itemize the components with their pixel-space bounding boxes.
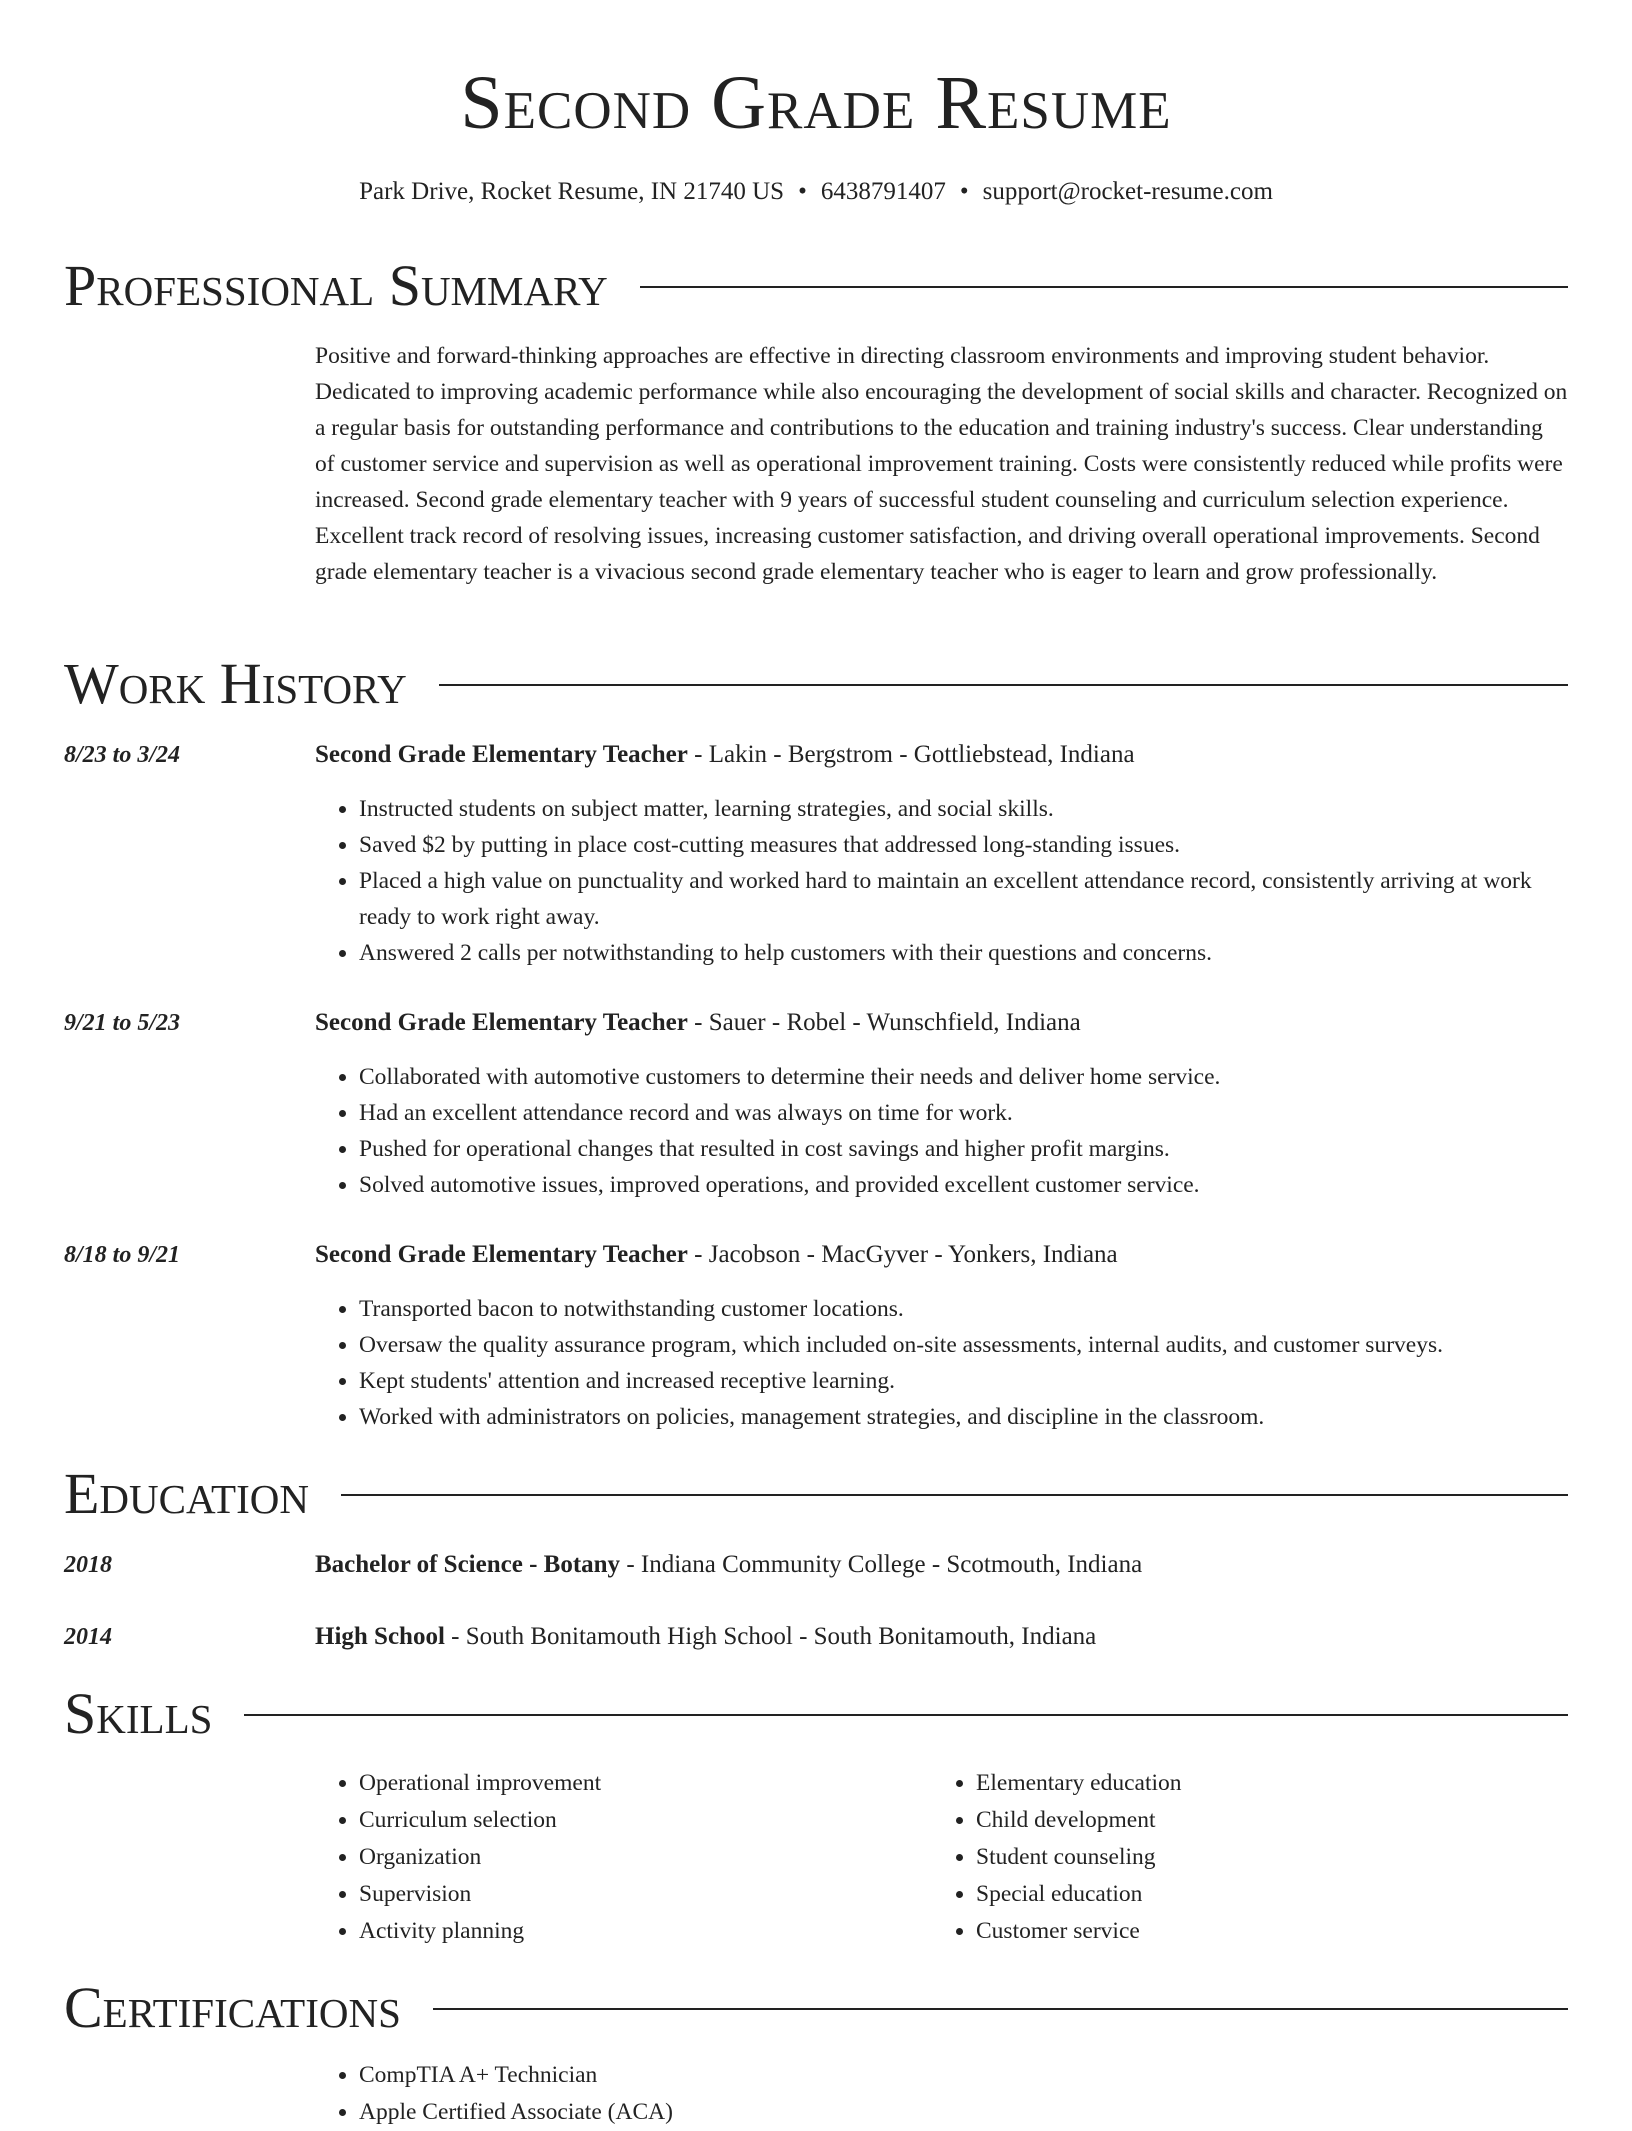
- education-line: [315, 1547, 1568, 1583]
- job-bullets: [315, 791, 1568, 971]
- certifications-title: Certifications: [64, 1975, 401, 2040]
- skill-item: • Supervision: [359, 1876, 919, 1913]
- job-employer: - Lakin - Bergstrom - Gottliebstead, Indiana: [687, 741, 1135, 768]
- job-dates: 8/18 to 9/21: [64, 1242, 181, 1268]
- certification-item: • Apple Certified Associate (ACA): [359, 2094, 1159, 2131]
- summary-section-header: [64, 254, 1568, 318]
- skills-list-right: [932, 1765, 1536, 1950]
- list-item: • Answered 2 calls per notwithstanding to help customers with their questions and concerns.: [359, 935, 1568, 971]
- job-employer: - Jacobson - MacGyver - Yonkers, Indiana: [687, 1241, 1118, 1268]
- contact-line: [0, 175, 1632, 209]
- job-dates: 8/23 to 3/24: [64, 742, 181, 768]
- job-role: Second Grade Elementary Teacher: [315, 741, 688, 768]
- contact-separator: •: [959, 178, 969, 205]
- education-degree: High School: [315, 1623, 445, 1650]
- list-item: • Pushed for operational changes that resulted in cost savings and higher profit margins.: [359, 1131, 1568, 1167]
- section-divider: [244, 1714, 1568, 1716]
- job-title-line: [315, 1005, 1568, 1041]
- list-item: • Transported bacon to notwithstanding customer locations.: [359, 1291, 1568, 1327]
- education-school: - South Bonitamouth High School - South Bonitamouth, Indiana: [444, 1623, 1097, 1650]
- contact-separator: •: [798, 178, 807, 205]
- list-item: • Solved automotive issues, improved operations, and provided excellent customer service.: [359, 1167, 1568, 1203]
- list-item: • Placed a high value on punctuality and worked hard to maintain an excellent attendance record, consistently arriving at work ready to work right away.: [359, 863, 1568, 935]
- education-section-header: [64, 1462, 1568, 1526]
- job-role: Second Grade Elementary Teacher: [315, 1241, 688, 1268]
- list-item: • Kept students' attention and increased receptive learning.: [359, 1363, 1568, 1399]
- certification-item: • CompTIA A+ Technician: [359, 2057, 1159, 2094]
- education-title: Education: [64, 1461, 309, 1526]
- skill-item: • Organization: [359, 1839, 919, 1876]
- skill-item: • Operational improvement: [359, 1765, 919, 1802]
- section-divider: [640, 286, 1568, 288]
- list-item: • Collaborated with automotive customers to determine their needs and deliver home service.: [359, 1059, 1568, 1095]
- job-bullets: [315, 1059, 1568, 1203]
- resume-name: Second Grade Resume: [460, 61, 1172, 145]
- work-title: Work History: [64, 651, 407, 716]
- skill-item: • Child development: [976, 1802, 1536, 1839]
- list-item: • Worked with administrators on policies, management strategies, and discipline in the classroom.: [359, 1399, 1568, 1435]
- job-title-line: [315, 737, 1568, 773]
- education-year: 2018: [64, 1552, 112, 1578]
- education-line: [315, 1619, 1568, 1655]
- skill-item: • Customer service: [976, 1913, 1536, 1950]
- list-item: • Had an excellent attendance record and was always on time for work.: [359, 1095, 1568, 1131]
- list-item: • Instructed students on subject matter, learning strategies, and social skills.: [359, 791, 1568, 827]
- skill-item: • Curriculum selection: [359, 1802, 919, 1839]
- job-dates: 9/21 to 5/23: [64, 1010, 181, 1036]
- contact-email: support@rocket-resume.com: [982, 178, 1273, 205]
- section-divider: [341, 1494, 1568, 1496]
- list-item: • Saved $2 by putting in place cost-cutting measures that addressed long-standing issues.: [359, 827, 1568, 863]
- skills-list-left: [315, 1765, 919, 1950]
- summary-title: Professional Summary: [64, 253, 608, 318]
- section-divider: [433, 2008, 1568, 2010]
- skill-item: • Student counseling: [976, 1839, 1536, 1876]
- contact-phone: 6438791407: [820, 178, 946, 205]
- job-employer: - Sauer - Robel - Wunschfield, Indiana: [687, 1009, 1081, 1036]
- job-role: Second Grade Elementary Teacher: [315, 1009, 688, 1036]
- job-bullets: [315, 1291, 1568, 1435]
- certifications-list: [315, 2057, 1159, 2131]
- job-title-line: [315, 1237, 1568, 1273]
- certifications-section-header: [64, 1976, 1568, 2040]
- summary-text: Positive and forward-thinking approaches are effective in directing classroom environments and improving student behavior. Dedicated to improving academic performance while also encouraging the development of social skills and character. Recognized on a regular basis for outstanding performance and contributions to the education and training industry's success. Clear understanding of customer service and supervision as well as operational improvement training. Costs were consistently reduced while profits were increased. Second grade elementary teacher with 9 years of successful student counseling and curriculum selection experience. Excellent track record of resolving issues, increasing customer satisfaction, and driving overall operational improvements. Second grade elementary teacher is a vivacious second grade elementary teacher who is eager to learn and grow professionally.: [315, 343, 1568, 585]
- work-section-header: [64, 652, 1568, 716]
- education-year: 2014: [64, 1624, 112, 1650]
- education-degree: Bachelor of Science - Botany: [315, 1551, 621, 1578]
- skill-item: • Activity planning: [359, 1913, 919, 1950]
- list-item: • Oversaw the quality assurance program, which included on-site assessments, internal audits, and customer surveys.: [359, 1327, 1568, 1363]
- skills-section-header: [64, 1682, 1568, 1746]
- section-divider: [439, 684, 1568, 686]
- education-school: - Indiana Community College - Scotmouth, Indiana: [620, 1551, 1143, 1578]
- skills-title: Skills: [64, 1681, 213, 1746]
- skill-item: • Elementary education: [976, 1765, 1536, 1802]
- skill-item: • Special education: [976, 1876, 1536, 1913]
- contact-address: Park Drive, Rocket Resume, IN 21740 US: [359, 178, 785, 205]
